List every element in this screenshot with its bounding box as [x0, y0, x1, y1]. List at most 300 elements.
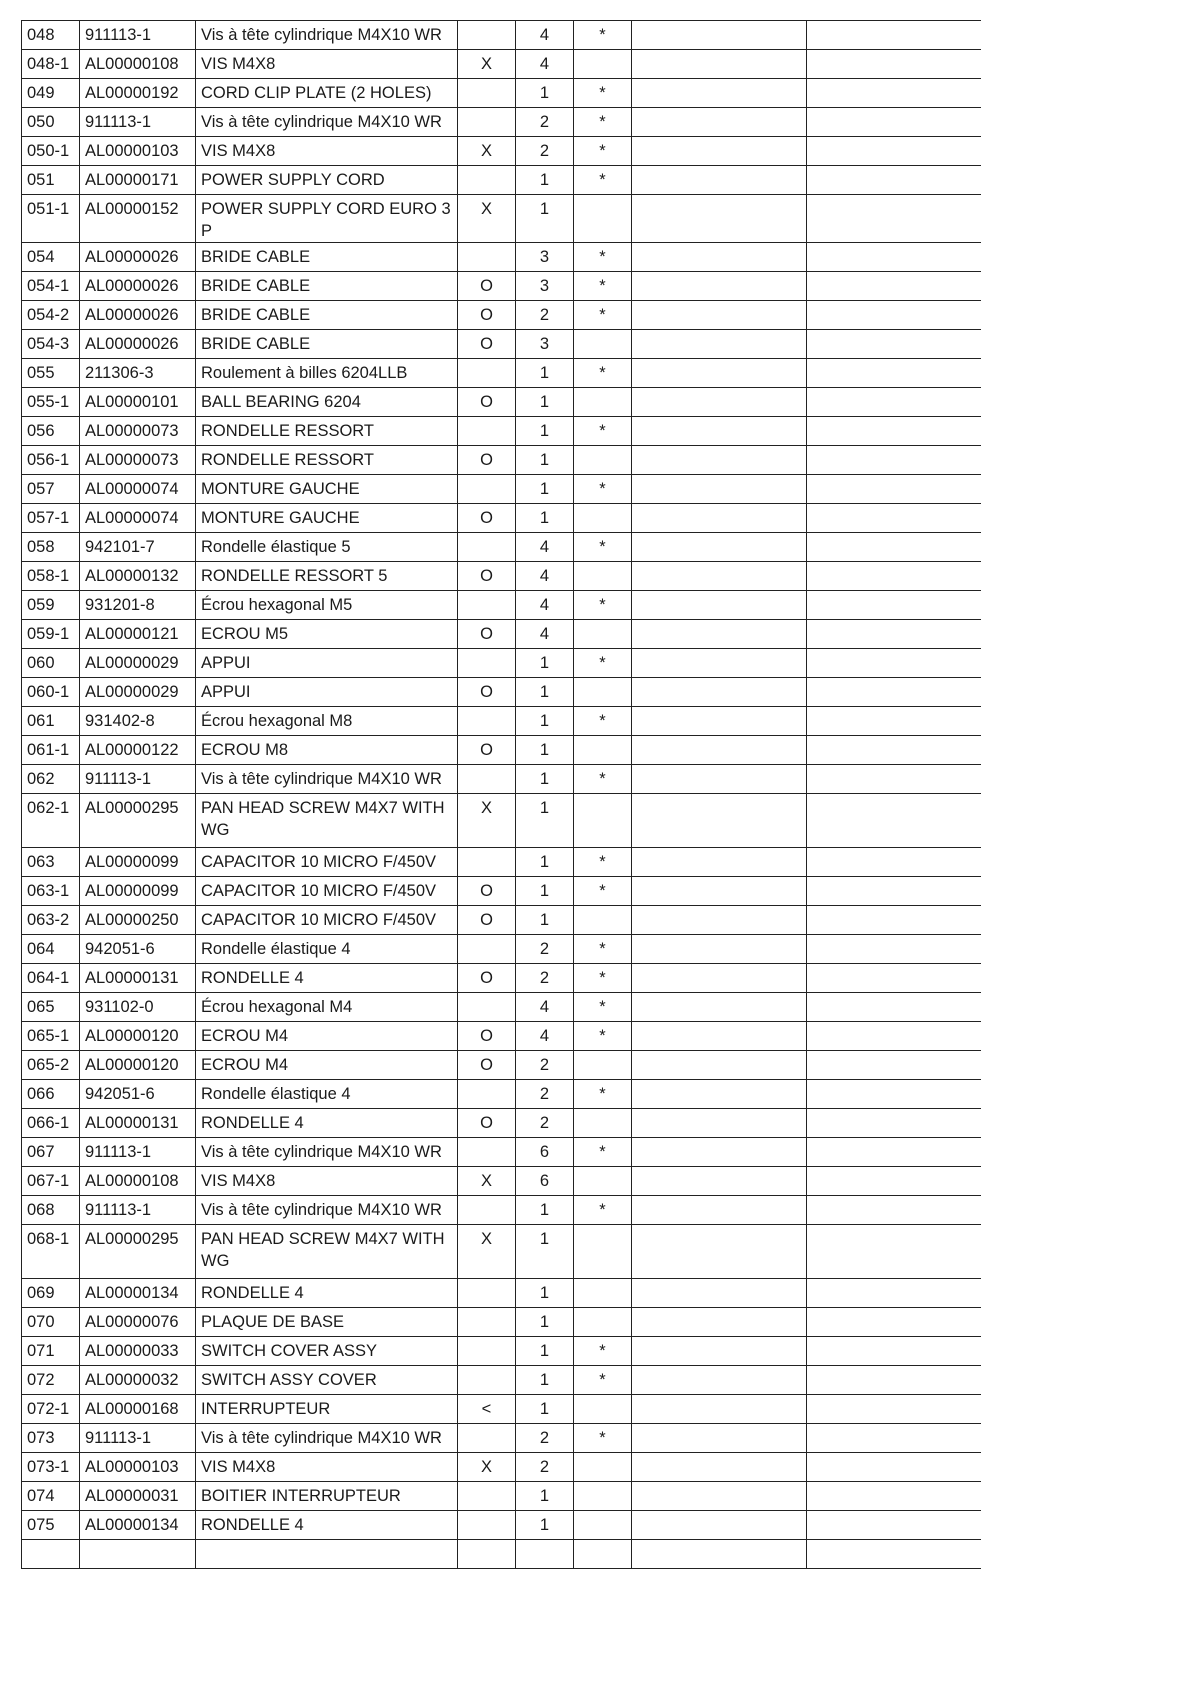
- reference-cell: AL00000032: [80, 1366, 196, 1395]
- empty-cell-2: [807, 1109, 982, 1138]
- empty-cell-2: [807, 1279, 982, 1308]
- table-row: [22, 1167, 982, 1196]
- reference-cell: AL00000121: [80, 620, 196, 649]
- empty-cell-2: [807, 964, 982, 993]
- description-cell: Écrou hexagonal M5: [196, 591, 458, 620]
- empty-cell-1: [632, 736, 807, 765]
- empty-cell-1: [632, 1540, 807, 1569]
- empty-cell-1: [632, 848, 807, 877]
- reference-cell: 942051-6: [80, 1080, 196, 1109]
- part-number-cell: 064-1: [22, 964, 80, 993]
- note-mark-cell: [574, 1453, 632, 1482]
- description-cell: BRIDE CABLE: [196, 243, 458, 272]
- quantity-cell: 1: [516, 678, 574, 707]
- part-number-cell: 048-1: [22, 50, 80, 79]
- quantity-cell: 4: [516, 21, 574, 50]
- part-number-cell: 063: [22, 848, 80, 877]
- empty-cell-2: [807, 1424, 982, 1453]
- description-cell: Vis à tête cylindrique M4X10 WR: [196, 21, 458, 50]
- reference-cell: AL00000026: [80, 301, 196, 330]
- empty-cell-2: [807, 1308, 982, 1337]
- note-mark-cell: [574, 620, 632, 649]
- reference-cell: AL00000152: [80, 195, 196, 243]
- table-row: [22, 1424, 982, 1453]
- substitution-mark-cell: O: [458, 562, 516, 591]
- table-row: [22, 1051, 982, 1080]
- description-cell: SWITCH COVER ASSY: [196, 1337, 458, 1366]
- reference-cell: AL00000031: [80, 1482, 196, 1511]
- description-cell: RONDELLE RESSORT: [196, 417, 458, 446]
- description-cell: Vis à tête cylindrique M4X10 WR: [196, 1138, 458, 1167]
- table-row: [22, 1022, 982, 1051]
- empty-cell-2: [807, 137, 982, 166]
- reference-cell: 931402-8: [80, 707, 196, 736]
- description-cell: CAPACITOR 10 MICRO F/450V: [196, 877, 458, 906]
- part-number-cell: 054-3: [22, 330, 80, 359]
- quantity-cell: 1: [516, 475, 574, 504]
- quantity-cell: 1: [516, 1482, 574, 1511]
- reference-cell: 911113-1: [80, 108, 196, 137]
- part-number-cell: 065-2: [22, 1051, 80, 1080]
- part-number-cell: 057: [22, 475, 80, 504]
- empty-cell-2: [807, 1167, 982, 1196]
- table-row: [22, 1337, 982, 1366]
- substitution-mark-cell: [458, 1482, 516, 1511]
- parts-table: [21, 20, 981, 1569]
- part-number-cell: 048: [22, 21, 80, 50]
- quantity-cell: 4: [516, 993, 574, 1022]
- quantity-cell: 2: [516, 964, 574, 993]
- empty-cell-1: [632, 166, 807, 195]
- reference-cell: AL00000103: [80, 1453, 196, 1482]
- part-number-cell: 065: [22, 993, 80, 1022]
- empty-cell-2: [807, 272, 982, 301]
- description-cell: ECROU M8: [196, 736, 458, 765]
- quantity-cell: 1: [516, 1337, 574, 1366]
- empty-cell-2: [807, 993, 982, 1022]
- empty-cell-2: [807, 533, 982, 562]
- description-cell: MONTURE GAUCHE: [196, 504, 458, 533]
- note-mark-cell: [574, 1225, 632, 1279]
- part-number-cell: 071: [22, 1337, 80, 1366]
- table-row: [22, 1225, 982, 1279]
- quantity-cell: 6: [516, 1167, 574, 1196]
- quantity-cell: 2: [516, 935, 574, 964]
- description-cell: INTERRUPTEUR: [196, 1395, 458, 1424]
- empty-cell-1: [632, 79, 807, 108]
- substitution-mark-cell: O: [458, 678, 516, 707]
- table-row: [22, 243, 982, 272]
- quantity-cell: 4: [516, 620, 574, 649]
- part-number-cell: 075: [22, 1511, 80, 1540]
- empty-cell-1: [632, 1424, 807, 1453]
- part-number-cell: 050-1: [22, 137, 80, 166]
- substitution-mark-cell: [458, 243, 516, 272]
- substitution-mark-cell: [458, 649, 516, 678]
- substitution-mark-cell: [458, 848, 516, 877]
- substitution-mark-cell: X: [458, 1225, 516, 1279]
- empty-cell-1: [632, 964, 807, 993]
- note-mark-cell: [574, 195, 632, 243]
- quantity-cell: 2: [516, 1080, 574, 1109]
- note-mark-cell: *: [574, 475, 632, 504]
- note-mark-cell: [574, 1167, 632, 1196]
- reference-cell: AL00000168: [80, 1395, 196, 1424]
- quantity-cell: 1: [516, 417, 574, 446]
- note-mark-cell: *: [574, 21, 632, 50]
- empty-cell-2: [807, 108, 982, 137]
- part-number-cell: 056: [22, 417, 80, 446]
- description-cell: MONTURE GAUCHE: [196, 475, 458, 504]
- empty-cell-2: [807, 1511, 982, 1540]
- table-row: [22, 166, 982, 195]
- substitution-mark-cell: X: [458, 137, 516, 166]
- part-number-cell: 073-1: [22, 1453, 80, 1482]
- empty-cell-2: [807, 678, 982, 707]
- quantity-cell: 1: [516, 79, 574, 108]
- empty-cell-2: [807, 935, 982, 964]
- reference-cell: 942051-6: [80, 935, 196, 964]
- quantity-cell: 1: [516, 736, 574, 765]
- description-cell: APPUI: [196, 649, 458, 678]
- empty-cell-1: [632, 649, 807, 678]
- note-mark-cell: *: [574, 243, 632, 272]
- description-cell: SWITCH ASSY COVER: [196, 1366, 458, 1395]
- part-number-cell: 069: [22, 1279, 80, 1308]
- substitution-mark-cell: O: [458, 301, 516, 330]
- empty-cell-1: [632, 417, 807, 446]
- reference-cell: AL00000101: [80, 388, 196, 417]
- reference-cell: 911113-1: [80, 1424, 196, 1453]
- part-number-cell: 051-1: [22, 195, 80, 243]
- empty-cell-1: [632, 272, 807, 301]
- quantity-cell: 1: [516, 1225, 574, 1279]
- empty-cell-2: [807, 446, 982, 475]
- empty-cell-1: [632, 137, 807, 166]
- empty-cell-1: [632, 1482, 807, 1511]
- empty-cell-2: [807, 906, 982, 935]
- table-row: [22, 359, 982, 388]
- quantity-cell: 1: [516, 877, 574, 906]
- table-row: [22, 1540, 982, 1569]
- substitution-mark-cell: O: [458, 877, 516, 906]
- empty-cell-2: [807, 1453, 982, 1482]
- empty-cell-2: [807, 591, 982, 620]
- substitution-mark-cell: X: [458, 1167, 516, 1196]
- empty-cell-2: [807, 765, 982, 794]
- substitution-mark-cell: [458, 765, 516, 794]
- quantity-cell: 1: [516, 504, 574, 533]
- part-number-cell: 050: [22, 108, 80, 137]
- quantity-cell: 2: [516, 1109, 574, 1138]
- table-row: [22, 330, 982, 359]
- description-cell: Vis à tête cylindrique M4X10 WR: [196, 108, 458, 137]
- description-cell: Écrou hexagonal M8: [196, 707, 458, 736]
- part-number-cell: [22, 1540, 80, 1569]
- empty-cell-1: [632, 1167, 807, 1196]
- empty-cell-2: [807, 1540, 982, 1569]
- empty-cell-1: [632, 678, 807, 707]
- part-number-cell: 049: [22, 79, 80, 108]
- substitution-mark-cell: O: [458, 388, 516, 417]
- description-cell: CAPACITOR 10 MICRO F/450V: [196, 906, 458, 935]
- table-row: [22, 562, 982, 591]
- table-row: [22, 137, 982, 166]
- quantity-cell: 6: [516, 1138, 574, 1167]
- description-cell: RONDELLE 4: [196, 1511, 458, 1540]
- quantity-cell: 1: [516, 195, 574, 243]
- description-cell: VIS M4X8: [196, 50, 458, 79]
- reference-cell: AL00000026: [80, 272, 196, 301]
- empty-cell-2: [807, 1051, 982, 1080]
- description-cell: BOITIER INTERRUPTEUR: [196, 1482, 458, 1511]
- note-mark-cell: [574, 1540, 632, 1569]
- reference-cell: AL00000073: [80, 417, 196, 446]
- part-number-cell: 073: [22, 1424, 80, 1453]
- empty-cell-2: [807, 330, 982, 359]
- table-row: [22, 678, 982, 707]
- note-mark-cell: *: [574, 359, 632, 388]
- quantity-cell: 4: [516, 562, 574, 591]
- empty-cell-1: [632, 1138, 807, 1167]
- part-number-cell: 058-1: [22, 562, 80, 591]
- reference-cell: AL00000108: [80, 50, 196, 79]
- empty-cell-1: [632, 1196, 807, 1225]
- table-row: [22, 21, 982, 50]
- empty-cell-2: [807, 848, 982, 877]
- empty-cell-2: [807, 1080, 982, 1109]
- substitution-mark-cell: [458, 993, 516, 1022]
- quantity-cell: 2: [516, 1453, 574, 1482]
- part-number-cell: 054-2: [22, 301, 80, 330]
- quantity-cell: 1: [516, 388, 574, 417]
- note-mark-cell: *: [574, 649, 632, 678]
- quantity-cell: 1: [516, 1511, 574, 1540]
- table-row: [22, 707, 982, 736]
- description-cell: VIS M4X8: [196, 1167, 458, 1196]
- part-number-cell: 072: [22, 1366, 80, 1395]
- description-cell: PAN HEAD SCREW M4X7 WITH WG: [196, 1225, 458, 1279]
- quantity-cell: 1: [516, 1308, 574, 1337]
- note-mark-cell: [574, 1395, 632, 1424]
- part-number-cell: 058: [22, 533, 80, 562]
- empty-cell-1: [632, 1308, 807, 1337]
- substitution-mark-cell: [458, 1424, 516, 1453]
- reference-cell: AL00000120: [80, 1051, 196, 1080]
- quantity-cell: 3: [516, 243, 574, 272]
- empty-cell-2: [807, 50, 982, 79]
- substitution-mark-cell: [458, 1196, 516, 1225]
- substitution-mark-cell: [458, 1337, 516, 1366]
- substitution-mark-cell: O: [458, 504, 516, 533]
- reference-cell: AL00000074: [80, 475, 196, 504]
- parts-sheet: [21, 20, 981, 1683]
- empty-cell-2: [807, 620, 982, 649]
- empty-cell-1: [632, 1279, 807, 1308]
- quantity-cell: 1: [516, 1196, 574, 1225]
- empty-cell-2: [807, 736, 982, 765]
- note-mark-cell: [574, 906, 632, 935]
- empty-cell-1: [632, 21, 807, 50]
- description-cell: PAN HEAD SCREW M4X7 WITH WG: [196, 794, 458, 848]
- part-number-cell: 062-1: [22, 794, 80, 848]
- table-row: [22, 877, 982, 906]
- empty-cell-1: [632, 195, 807, 243]
- part-number-cell: 068-1: [22, 1225, 80, 1279]
- reference-cell: [80, 1540, 196, 1569]
- description-cell: RONDELLE 4: [196, 1109, 458, 1138]
- empty-cell-2: [807, 388, 982, 417]
- substitution-mark-cell: X: [458, 50, 516, 79]
- empty-cell-1: [632, 794, 807, 848]
- part-number-cell: 059-1: [22, 620, 80, 649]
- substitution-mark-cell: X: [458, 1453, 516, 1482]
- empty-cell-1: [632, 504, 807, 533]
- quantity-cell: 1: [516, 166, 574, 195]
- substitution-mark-cell: X: [458, 195, 516, 243]
- note-mark-cell: *: [574, 417, 632, 446]
- quantity-cell: 4: [516, 533, 574, 562]
- reference-cell: AL00000131: [80, 1109, 196, 1138]
- substitution-mark-cell: [458, 1511, 516, 1540]
- description-cell: RONDELLE 4: [196, 1279, 458, 1308]
- quantity-cell: 2: [516, 301, 574, 330]
- note-mark-cell: *: [574, 1424, 632, 1453]
- table-row: [22, 964, 982, 993]
- note-mark-cell: *: [574, 108, 632, 137]
- description-cell: Vis à tête cylindrique M4X10 WR: [196, 765, 458, 794]
- empty-cell-1: [632, 1080, 807, 1109]
- empty-cell-2: [807, 301, 982, 330]
- empty-cell-1: [632, 1395, 807, 1424]
- empty-cell-2: [807, 166, 982, 195]
- substitution-mark-cell: X: [458, 794, 516, 848]
- empty-cell-1: [632, 993, 807, 1022]
- quantity-cell: 1: [516, 1366, 574, 1395]
- reference-cell: 931201-8: [80, 591, 196, 620]
- note-mark-cell: *: [574, 1080, 632, 1109]
- part-number-cell: 059: [22, 591, 80, 620]
- part-number-cell: 056-1: [22, 446, 80, 475]
- description-cell: ECROU M4: [196, 1022, 458, 1051]
- part-number-cell: 060-1: [22, 678, 80, 707]
- reference-cell: AL00000073: [80, 446, 196, 475]
- reference-cell: 911113-1: [80, 1138, 196, 1167]
- quantity-cell: 3: [516, 330, 574, 359]
- quantity-cell: 2: [516, 1051, 574, 1080]
- empty-cell-1: [632, 591, 807, 620]
- empty-cell-1: [632, 359, 807, 388]
- quantity-cell: 1: [516, 446, 574, 475]
- part-number-cell: 055-1: [22, 388, 80, 417]
- table-row: [22, 195, 982, 243]
- note-mark-cell: *: [574, 1022, 632, 1051]
- empty-cell-2: [807, 794, 982, 848]
- description-cell: RONDELLE RESSORT: [196, 446, 458, 475]
- table-row: [22, 591, 982, 620]
- part-number-cell: 057-1: [22, 504, 80, 533]
- reference-cell: AL00000295: [80, 1225, 196, 1279]
- substitution-mark-cell: [458, 108, 516, 137]
- empty-cell-2: [807, 1482, 982, 1511]
- description-cell: BALL BEARING 6204: [196, 388, 458, 417]
- reference-cell: 911113-1: [80, 1196, 196, 1225]
- reference-cell: 211306-3: [80, 359, 196, 388]
- part-number-cell: 061: [22, 707, 80, 736]
- empty-cell-1: [632, 620, 807, 649]
- part-number-cell: 062: [22, 765, 80, 794]
- description-cell: RONDELLE 4: [196, 964, 458, 993]
- description-cell: APPUI: [196, 678, 458, 707]
- note-mark-cell: *: [574, 79, 632, 108]
- substitution-mark-cell: O: [458, 1022, 516, 1051]
- table-row: [22, 620, 982, 649]
- description-cell: POWER SUPPLY CORD EURO 3P: [196, 195, 458, 243]
- empty-cell-2: [807, 1022, 982, 1051]
- substitution-mark-cell: [458, 1080, 516, 1109]
- table-row: [22, 1080, 982, 1109]
- substitution-mark-cell: O: [458, 1051, 516, 1080]
- table-row: [22, 475, 982, 504]
- reference-cell: AL00000099: [80, 848, 196, 877]
- reference-cell: 911113-1: [80, 21, 196, 50]
- note-mark-cell: *: [574, 591, 632, 620]
- note-mark-cell: [574, 1308, 632, 1337]
- description-cell: POWER SUPPLY CORD: [196, 166, 458, 195]
- substitution-mark-cell: [458, 707, 516, 736]
- empty-cell-1: [632, 475, 807, 504]
- reference-cell: AL00000122: [80, 736, 196, 765]
- note-mark-cell: [574, 50, 632, 79]
- table-row: [22, 1138, 982, 1167]
- description-cell: VIS M4X8: [196, 1453, 458, 1482]
- quantity-cell: 1: [516, 1279, 574, 1308]
- table-row: [22, 794, 982, 848]
- table-row: [22, 108, 982, 137]
- empty-cell-1: [632, 1337, 807, 1366]
- empty-cell-2: [807, 359, 982, 388]
- empty-cell-2: [807, 475, 982, 504]
- empty-cell-1: [632, 562, 807, 591]
- reference-cell: AL00000134: [80, 1511, 196, 1540]
- substitution-mark-cell: [458, 79, 516, 108]
- empty-cell-2: [807, 417, 982, 446]
- substitution-mark-cell: [458, 1138, 516, 1167]
- empty-cell-1: [632, 243, 807, 272]
- note-mark-cell: [574, 1482, 632, 1511]
- substitution-mark-cell: [458, 417, 516, 446]
- empty-cell-1: [632, 330, 807, 359]
- substitution-mark-cell: [458, 591, 516, 620]
- note-mark-cell: *: [574, 533, 632, 562]
- substitution-mark-cell: <: [458, 1395, 516, 1424]
- table-row: [22, 1308, 982, 1337]
- substitution-mark-cell: O: [458, 620, 516, 649]
- empty-cell-1: [632, 1453, 807, 1482]
- reference-cell: AL00000033: [80, 1337, 196, 1366]
- substitution-mark-cell: O: [458, 1109, 516, 1138]
- table-row: [22, 388, 982, 417]
- note-mark-cell: *: [574, 272, 632, 301]
- quantity-cell: 2: [516, 108, 574, 137]
- empty-cell-1: [632, 877, 807, 906]
- reference-cell: AL00000192: [80, 79, 196, 108]
- note-mark-cell: [574, 1279, 632, 1308]
- description-cell: Roulement à billes 6204LLB: [196, 359, 458, 388]
- table-row: [22, 1395, 982, 1424]
- empty-cell-1: [632, 388, 807, 417]
- empty-cell-2: [807, 649, 982, 678]
